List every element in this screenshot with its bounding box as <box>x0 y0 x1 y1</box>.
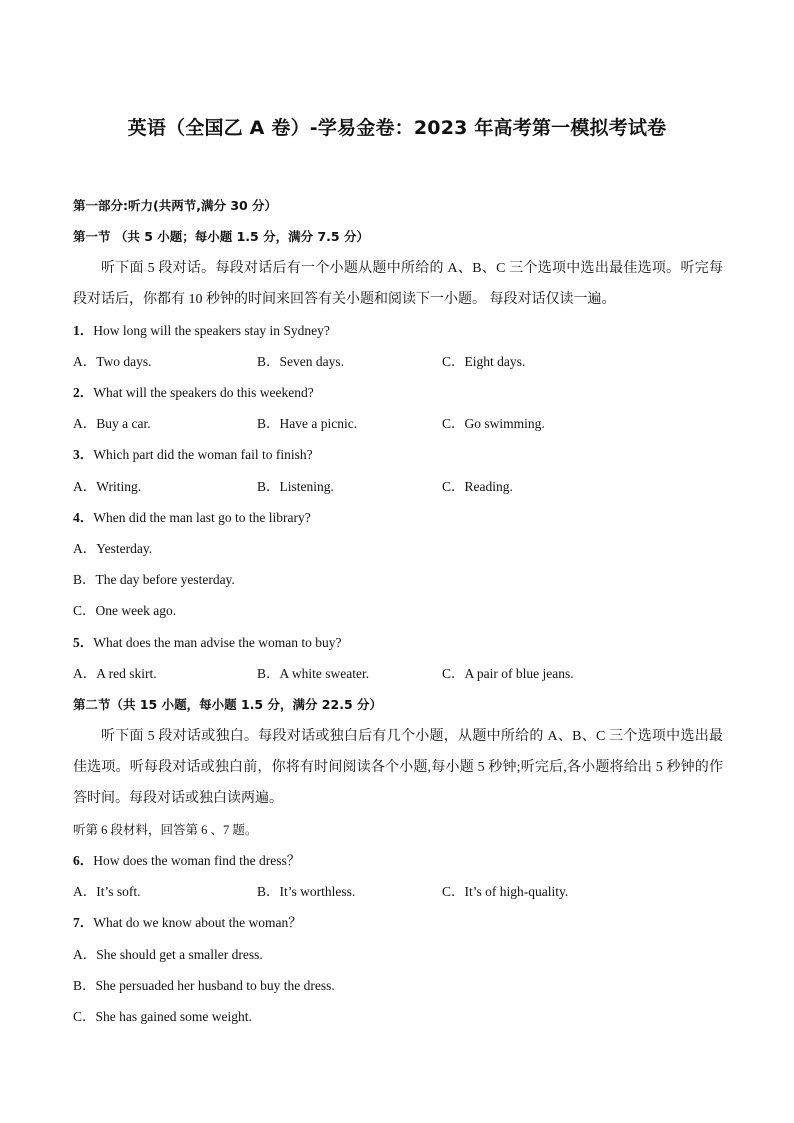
option-2a: A．Buy a car. <box>73 416 151 431</box>
material-note: 听第 6 段材料，回答第 6 、7 题。 <box>73 823 258 837</box>
question-number: 3． <box>73 447 94 462</box>
part1-heading: 第一部分:听力(共两节,满分 30 分） <box>73 198 278 213</box>
option-1c: C．Eight days. <box>442 354 526 369</box>
option-2b: B．Have a picnic. <box>257 416 358 431</box>
option-3c: C．Reading. <box>442 479 513 494</box>
option-6b: B．It’s worthless. <box>257 884 356 899</box>
option-3a: A．Writing. <box>73 479 142 494</box>
option-2c: C．Go swimming. <box>442 416 545 431</box>
question-1 <box>73 322 330 340</box>
question-2 <box>73 384 314 402</box>
question-text: How long will the speakers stay in Sydney? <box>93 323 330 338</box>
option-5c: C．A pair of blue jeans. <box>442 666 574 681</box>
question-3 <box>73 446 313 464</box>
page-title: 英语（全国乙 A 卷）-学易金卷：2023 年高考第一模拟考试卷 <box>127 117 667 139</box>
question-text: Which part did the woman fail to finish? <box>93 447 313 462</box>
question-text: What does the man advise the woman to buy? <box>93 635 342 650</box>
question-text: When did the man last go to the library? <box>93 510 311 525</box>
question-7 <box>73 914 302 932</box>
question-6 <box>73 852 300 870</box>
question-number: 7． <box>73 915 94 930</box>
question-text: What will the speakers do this weekend? <box>93 385 314 400</box>
question-text: How does the woman find the dress？ <box>93 853 301 868</box>
section1-heading: 第一节 （共 5 小题；每小题 1.5 分，满分 7.5 分） <box>73 229 369 244</box>
section1-instructions: 听下面 5 段对话。每段对话后有一个小题从题中所给的 A、B、C 三个选项中选出最佳选项。听完每段对话后，你都有 10 秒钟的时间来回答有关小题和阅读下一小题。 每段对话仅读一遍。 <box>73 261 723 307</box>
question-number: 4． <box>73 510 94 525</box>
option-7c: C．She has gained some weight. <box>73 1009 252 1024</box>
option-6c: C．It’s of high-quality. <box>442 884 569 899</box>
option-5b: B．A white sweater. <box>257 666 370 681</box>
option-4a: A．Yesterday. <box>73 541 153 556</box>
question-number: 2． <box>73 385 94 400</box>
option-6a: A．It’s soft. <box>73 884 141 899</box>
question-number: 1． <box>73 323 94 338</box>
option-1a: A．Two days. <box>73 354 152 369</box>
option-4b: B．The day before yesterday. <box>73 572 235 587</box>
option-5a: A．A red skirt. <box>73 666 157 681</box>
question-number: 5． <box>73 635 94 650</box>
option-7b: B．She persuaded her husband to buy the dress. <box>73 978 335 993</box>
question-number: 6． <box>73 853 94 868</box>
question-4 <box>73 509 311 527</box>
question-5 <box>73 634 341 652</box>
option-7a: A．She should get a smaller dress. <box>73 947 263 962</box>
section2-heading: 第二节（共 15 小题，每小题 1.5 分，满分 22.5 分） <box>73 697 382 712</box>
section2-instructions: 听下面 5 段对话或独白。每段对话或独白后有几个小题，从题中所给的 A、B、C 三个选项中选出最佳选项。听每段对话或独白前，你将有时间阅读各个小题,每小题 5 秒钟;听完后,各小题将给出 5 秒钟的作答时间。每段对话或独白读两遍。 <box>73 729 723 806</box>
option-3b: B．Listening. <box>257 479 334 494</box>
option-4c: C．One week ago. <box>73 603 177 618</box>
question-text: What do we know about the woman？ <box>93 915 302 930</box>
option-1b: B．Seven days. <box>257 354 344 369</box>
